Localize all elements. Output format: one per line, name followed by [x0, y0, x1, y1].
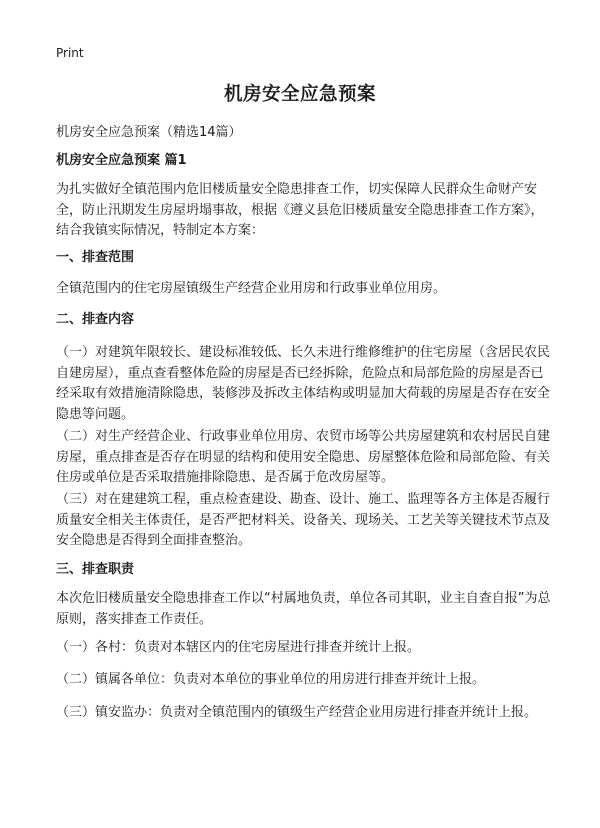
print-label[interactable]: Print — [56, 46, 84, 60]
section-1-heading: 一、排查范围 — [56, 250, 135, 265]
section-3-item-1: （一）各村：负责对本辖区内的住宅房屋进行排查并统计上报。 — [56, 640, 421, 655]
section-2-item-1: （一）对建筑年限较长、建设标准较低、长久未进行维修维护的住宅房屋（含居民农民自建房屋），重点查看整体危险的房屋是否已经拆除，危险点和局部危险的房屋是否已经采取有效措施清除隐患，装修涉及拆改主体结构或明显加大荷载的房屋是否存在安全隐患等问题。 — [56, 345, 551, 422]
section-1-body: 全镇范围内的住宅房屋镇级生产经营企业用房和行政事业单位用房。 — [56, 281, 447, 296]
section-2-item-3: （三）对在建建筑工程，重点检查建设、勘查、设计、施工、监理等各方主体是否履行质量安全相关主体责任，是否严把材料关、设备关、现场关、工艺关等关键技术节点及安全隐患是否得到全面排查整治。 — [56, 492, 551, 548]
section-3-heading: 三、排查职责 — [56, 562, 135, 577]
section-2-item-2: （二）对生产经营企业、行政事业单位用房、农贸市场等公共房屋建筑和农村居民自建房屋，重点排查是否存在明显的结构和使用安全隐患、房屋整体危险和局部危险、有关住房或单位是否采取措施排除隐患、是否属于危改房屋等。 — [56, 429, 551, 485]
section-2-heading: 二、排查内容 — [56, 312, 135, 327]
chapter-heading: 机房安全应急预案 篇1 — [56, 153, 187, 168]
document-title: 机房安全应急预案 — [223, 84, 376, 105]
section-3-item-3: （三）镇安监办：负责对全镇范围内的镇级生产经营企业用房进行排查并统计上报。 — [56, 705, 538, 720]
section-3-item-2: （二）镇属各单位：负责对本单位的事业单位的用房进行排查并统计上报。 — [56, 672, 486, 687]
document-subtitle: 机房安全应急预案（精选14篇） — [56, 125, 242, 140]
intro-paragraph: 为扎实做好全镇范围内危旧楼质量安全隐患排查工作，切实保障人民群众生命财产安全，防止汛期发生房屋坍塌事故，根据《遵义县危旧楼质量安全隐患排查工作方案》，结合我镇实际情况，特制定本方案： — [56, 182, 544, 238]
section-3-intro: 本次危旧楼质量安全隐患排查工作以“村属地负责，单位各司其职，业主自查自报”为总原则，落实排查工作责任。 — [56, 591, 551, 627]
